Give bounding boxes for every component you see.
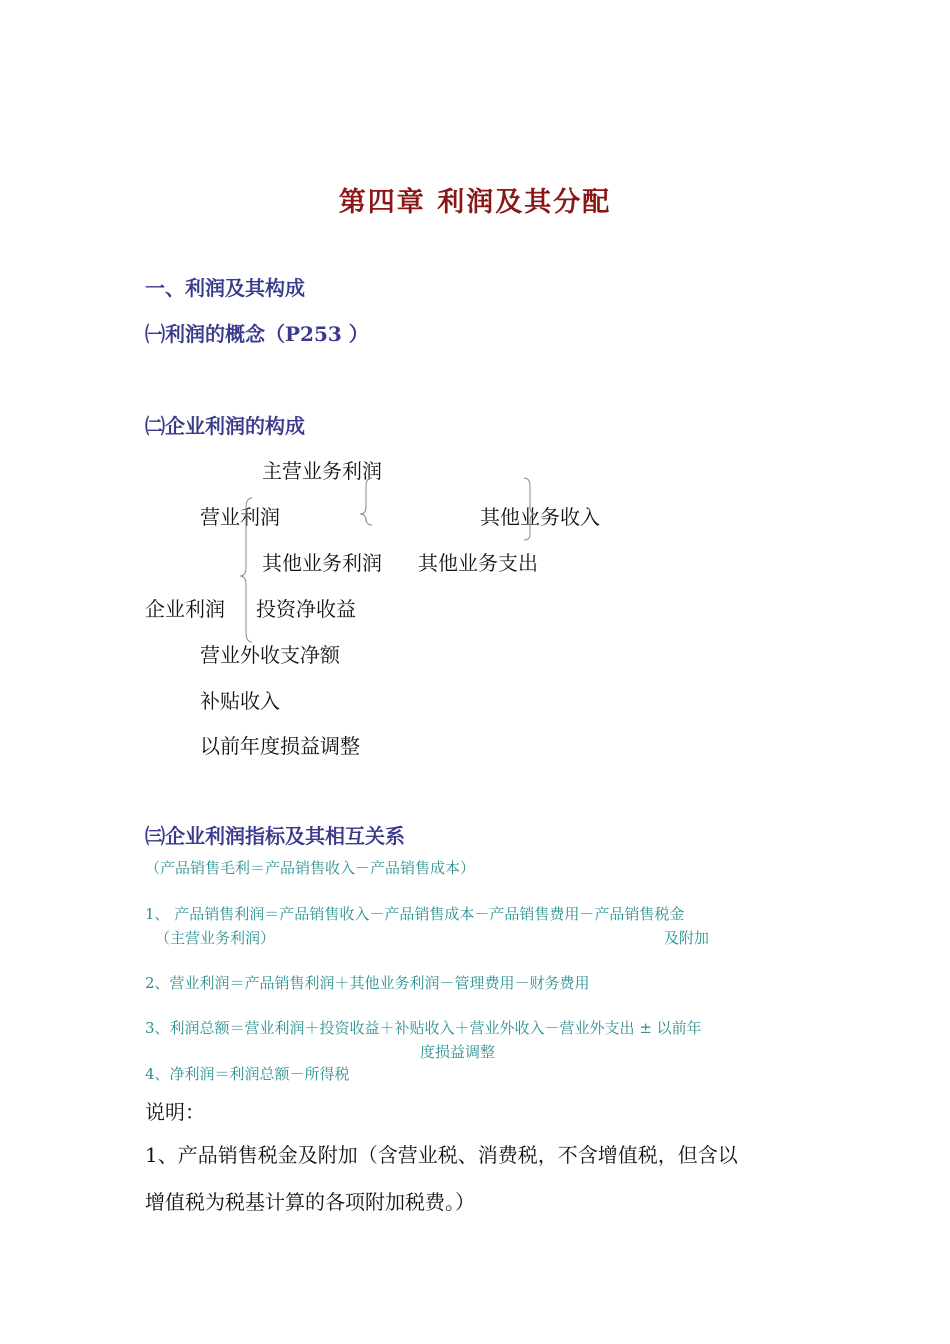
page-title: 第四章 利润及其分配 [338,187,612,218]
tree-non-operating-net: 营业外收支净额 [200,643,340,667]
explanation-label: 说明： [145,1100,205,1124]
tree-other-business-income: 其他业务收入 [480,505,600,529]
formula-2: 2、营业利润＝产品销售利润＋其他业务利润－管理费用－财务费用 [145,974,590,992]
formula-1: 1、 产品销售利润＝产品销售收入－产品销售成本－产品销售费用－产品销售税金 [145,905,685,923]
formula-gross-margin: （产品销售毛利＝产品销售收入－产品销售成本） [145,859,476,877]
tree-other-business-profit: 其他业务利润 [262,551,382,575]
formula-1-note-right: 及附加 [664,929,710,947]
tree-prior-year-adjustment: 以前年度损益调整 [200,734,360,758]
brace-operating-profit [360,478,372,525]
formula-1-note-left: （主营业务利润） [155,929,276,947]
tree-subsidy-income: 补贴收入 [200,689,280,713]
tree-other-business-expense: 其他业务支出 [418,551,538,575]
brace-enterprise-profit [240,498,252,642]
formula-3: 3、利润总额＝营业利润＋投资收益＋补贴收入＋营业外收入－营业外支出 ± 以前年 [145,1019,702,1037]
subheading-profit-composition: ㈡企业利润的构成 [145,414,305,438]
tree-enterprise-profit: 企业利润 [145,597,225,621]
subheading-profit-indicators: ㈢企业利润指标及其相互关系 [145,824,405,848]
tree-main-business-profit: 主营业务利润 [262,459,382,483]
formula-3-continued: 度损益调整 [420,1043,496,1061]
explanation-line-1: 1、产品销售税金及附加（含营业税、消费税，不含增值税，但含以 [145,1143,738,1167]
explanation-line-2: 增值税为税基计算的各项附加税费。） [145,1190,475,1214]
formula-4: 4、净利润＝利润总额－所得税 [145,1065,350,1083]
brace-other-business [524,478,536,540]
tree-investment-income: 投资净收益 [256,597,356,621]
section-heading-1: 一、利润及其构成 [145,276,305,300]
subheading-profit-concept: ㈠利润的概念（P253 ） [145,322,369,346]
tree-operating-profit: 营业利润 [200,505,280,529]
